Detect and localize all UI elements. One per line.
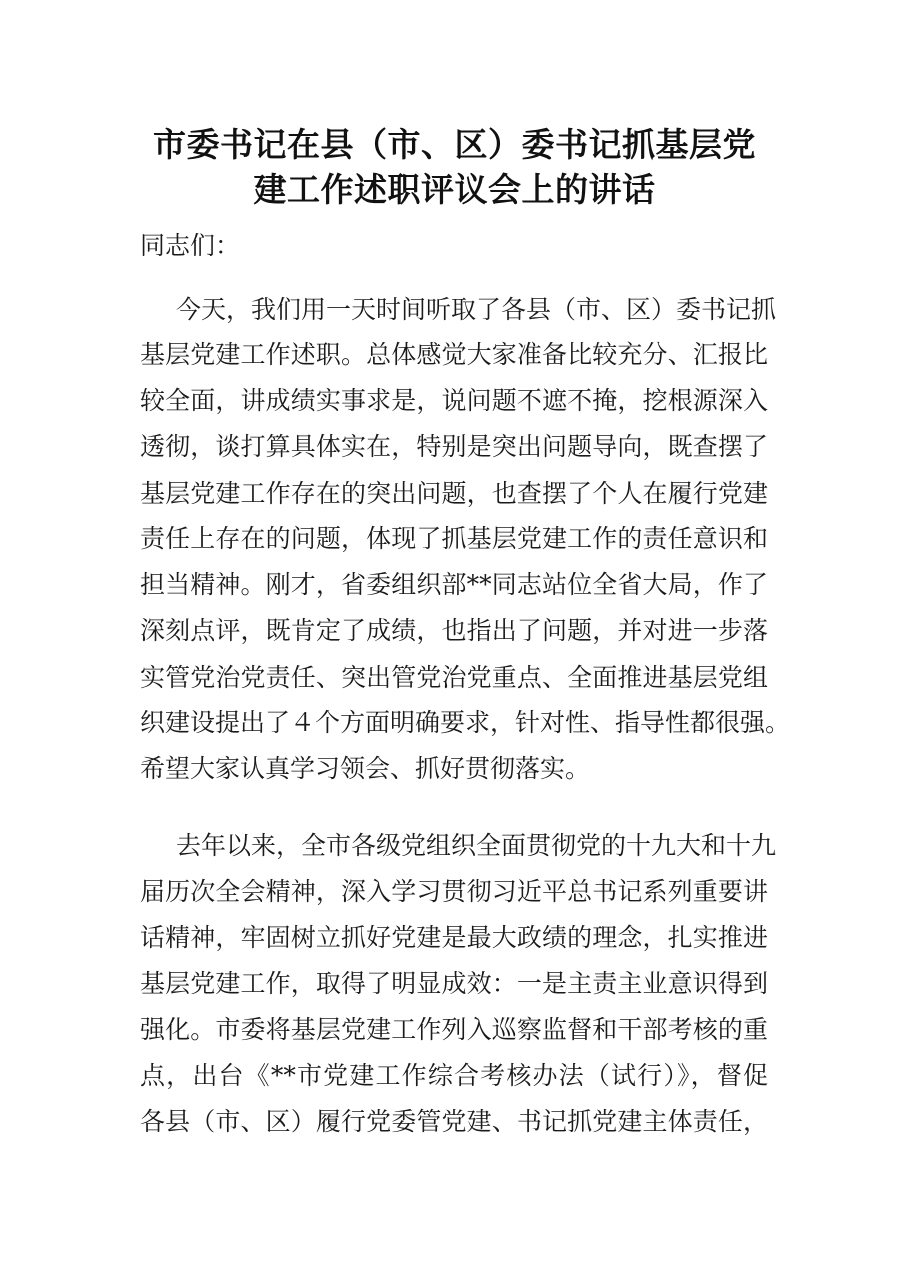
paragraph-1-line: 希望大家认真学习领会、抓好贯彻落实。	[140, 754, 591, 783]
paragraph-2-line: 届历次全会精神，深入学习贯彻习近平总书记系列重要讲	[140, 877, 768, 906]
paragraph-1-line: 织建设提出了４个方面明确要求，针对性、指导性都很强。	[140, 708, 791, 737]
paragraph-1-line: 担当精神。刚才，省委组织部**同志站位全省大局，作了	[140, 570, 768, 599]
document-title-line-2: 建工作述职评议会上的讲话	[253, 170, 656, 209]
paragraph-2-line: 点，出台《**市党建工作综合考核办法（试行）》，督促	[140, 1061, 768, 1090]
paragraph-2-line: 去年以来，全市各级党组织全面贯彻党的十九大和十九	[176, 831, 777, 860]
paragraph-1-line: 今天，我们用一天时间听取了各县（市、区）委书记抓	[176, 295, 777, 324]
paragraph-1-line: 责任上存在的问题，体现了抓基层党建工作的责任意识和	[140, 524, 768, 553]
paragraph-1-line: 基层党建工作述职。总体感觉大家准备比较充分、汇报比	[140, 340, 768, 369]
paragraph-2-line: 强化。市委将基层党建工作列入巡察监督和干部考核的重	[140, 1015, 768, 1044]
paragraph-1-line: 较全面，讲成绩实事求是，说问题不遮不掩，挖根源深入	[140, 386, 768, 415]
paragraph-1-line: 透彻，谈打算具体实在，特别是突出问题导向，既查摆了	[140, 432, 768, 461]
paragraph-2-line: 基层党建工作，取得了明显成效：一是主责主业意识得到	[140, 969, 768, 998]
paragraph-1-line: 实管党治党责任、突出管党治党重点、全面推进基层党组	[140, 663, 768, 692]
paragraph-1-line: 深刻点评，既肯定了成绩，也指出了问题，并对进一步落	[140, 616, 768, 645]
paragraph-2-line: 话精神，牢固树立抓好党建是最大政绩的理念，扎实推进	[140, 923, 768, 952]
document-title-line-1: 市委书记在县（市、区）委书记抓基层党	[153, 125, 756, 164]
paragraph-2-line: 各县（市、区）履行党委管党建、书记抓党建主体责任，	[140, 1107, 768, 1136]
salutation: 同志们：	[140, 231, 241, 260]
paragraph-1-line: 基层党建工作存在的突出问题，也查摆了个人在履行党建	[140, 479, 768, 508]
